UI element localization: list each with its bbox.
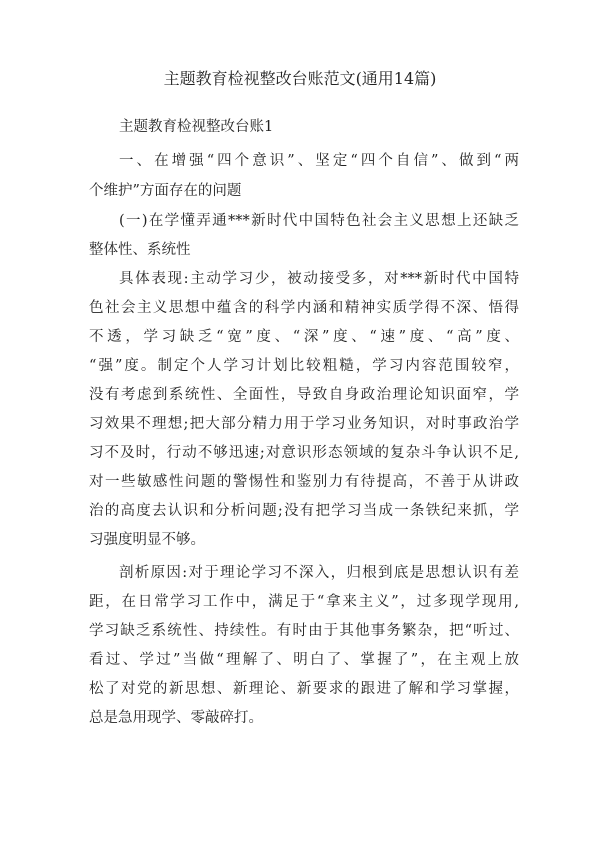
- paragraph-1-line-10: 习强度明显不够。: [89, 532, 205, 548]
- paragraph-2-line-4: 看过、学过”当做“理解了、明白了、掌握了”，在主观上放: [89, 652, 519, 668]
- heading-line-2: 个维护”方面存在的问题: [89, 183, 242, 199]
- paragraph-2-line-3: 学习缺乏系统性、持续性。有时由于其他事务繁杂，把“听过、: [89, 623, 519, 639]
- document-title: 主题教育检视整改台账范文(通用14篇): [163, 69, 437, 88]
- paragraph-1-line-5: 没有考虑到系统性、全面性，导致自身政治理论知识面窄，学: [89, 387, 519, 403]
- paragraph-1-line-6: 习效果不理想;把大部分精力用于学习业务知识，对时事政治学: [89, 416, 519, 432]
- paragraph-1-line-9: 治的高度去认识和分析问题;没有把学习当成一条铁纪来抓，学: [89, 503, 519, 519]
- paragraph-1-line-7: 习不及时，行动不够迅速;对意识形态领域的复杂斗争认识不足,: [89, 445, 519, 461]
- subheading-line-1: (一)在学懂弄通***新时代中国特色社会主义思想上还缺乏: [119, 213, 519, 229]
- heading-line-1: 一、在增强“四个意识”、坚定“四个自信”、做到“两: [119, 153, 519, 169]
- paragraph-2-line-6: 总是急用现学、零敲碎打。: [89, 710, 263, 726]
- paragraph-1-line-8: 对一些敏感性问题的警惕性和鉴别力有待提高，不善于从讲政: [89, 474, 519, 490]
- paragraph-2-line-5: 松了对党的新思想、新理论、新要求的跟进了解和学习掌握，: [89, 681, 519, 697]
- paragraph-1-line-4: “强”度。制定个人学习计划比较粗糙，学习内容范围较窄，: [89, 358, 519, 374]
- paragraph-1-line-3: 不透，学习缺乏“宽”度、“深”度、“速”度、“高”度、: [89, 329, 519, 345]
- subheading-line-2: 整体性、系统性: [89, 242, 191, 258]
- section-subtitle: 主题教育检视整改台账1: [119, 119, 274, 135]
- paragraph-2-line-1: 剖析原因:对于理论学习不深入，归根到底是思想认识有差: [119, 565, 519, 581]
- paragraph-1-line-2: 色社会主义思想中蕴含的科学内涵和精神实质学得不深、悟得: [89, 300, 519, 316]
- paragraph-2-line-2: 距，在日常学习工作中，满足于“拿来主义”，过多现学现用,: [89, 594, 519, 610]
- paragraph-1-line-1: 具体表现:主动学习少，被动接受多，对***新时代中国特: [119, 271, 519, 287]
